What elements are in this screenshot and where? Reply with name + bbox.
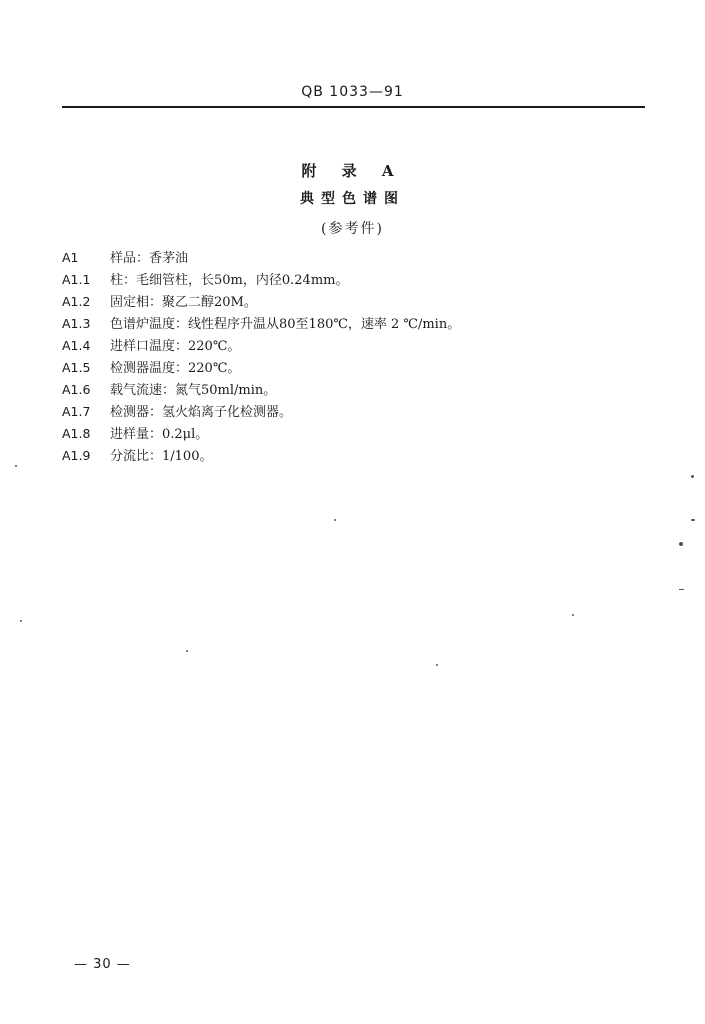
item-text: 检测器温度：220℃。 bbox=[110, 361, 241, 376]
item-text: 分流比：1/100。 bbox=[110, 449, 213, 464]
list-item bbox=[62, 335, 622, 357]
list-item bbox=[62, 401, 622, 423]
item-number: A1.4 bbox=[62, 338, 91, 353]
item-number: A1.7 bbox=[62, 404, 91, 419]
parameter-list bbox=[62, 247, 622, 467]
list-item bbox=[62, 247, 622, 269]
scan-speck bbox=[20, 620, 22, 622]
list-item bbox=[62, 313, 622, 335]
scan-speck bbox=[691, 475, 694, 478]
item-number: A1.8 bbox=[62, 426, 91, 441]
list-item bbox=[62, 357, 622, 379]
item-number: A1.6 bbox=[62, 382, 91, 397]
appendix-title: 附 录 A bbox=[301, 162, 404, 180]
scan-speck bbox=[679, 589, 684, 590]
item-text: 柱：毛细管柱，长50m，内径0.24mm。 bbox=[110, 273, 349, 288]
scan-speck bbox=[15, 465, 17, 467]
item-number: A1 bbox=[62, 250, 79, 265]
reference-note: (参考件) bbox=[321, 221, 384, 237]
item-text: 色谱炉温度：线性程序升温从80至180℃，速率 2 ℃/min。 bbox=[110, 317, 461, 332]
standard-code: QB 1033—91 bbox=[301, 84, 404, 100]
item-text: 样品：香茅油 bbox=[110, 251, 189, 266]
item-number: A1.5 bbox=[62, 360, 91, 375]
chart-title: 典型色谱图 bbox=[300, 191, 405, 207]
list-item bbox=[62, 423, 622, 445]
scan-speck bbox=[679, 542, 683, 546]
scan-speck bbox=[691, 519, 695, 521]
item-text: 载气流速：氮气50ml/min。 bbox=[110, 383, 277, 398]
list-item bbox=[62, 445, 622, 467]
list-item bbox=[62, 291, 622, 313]
scan-speck bbox=[436, 664, 438, 666]
item-number: A1.3 bbox=[62, 316, 91, 331]
scan-speck bbox=[186, 650, 188, 652]
scan-speck bbox=[334, 519, 336, 521]
item-text: 检测器：氢火焰离子化检测器。 bbox=[110, 405, 293, 420]
item-number: A1.9 bbox=[62, 448, 91, 463]
item-text: 进样量：0.2μl。 bbox=[110, 427, 209, 442]
item-number: A1.2 bbox=[62, 294, 91, 309]
item-text: 进样口温度：220℃。 bbox=[110, 339, 241, 354]
item-text: 固定相：聚乙二醇20M。 bbox=[110, 295, 257, 310]
item-number: A1.1 bbox=[62, 272, 91, 287]
scan-speck bbox=[572, 614, 574, 616]
header-rule bbox=[62, 106, 645, 108]
list-item bbox=[62, 379, 622, 401]
page-number: — 30 — bbox=[74, 957, 131, 972]
list-item bbox=[62, 269, 622, 291]
